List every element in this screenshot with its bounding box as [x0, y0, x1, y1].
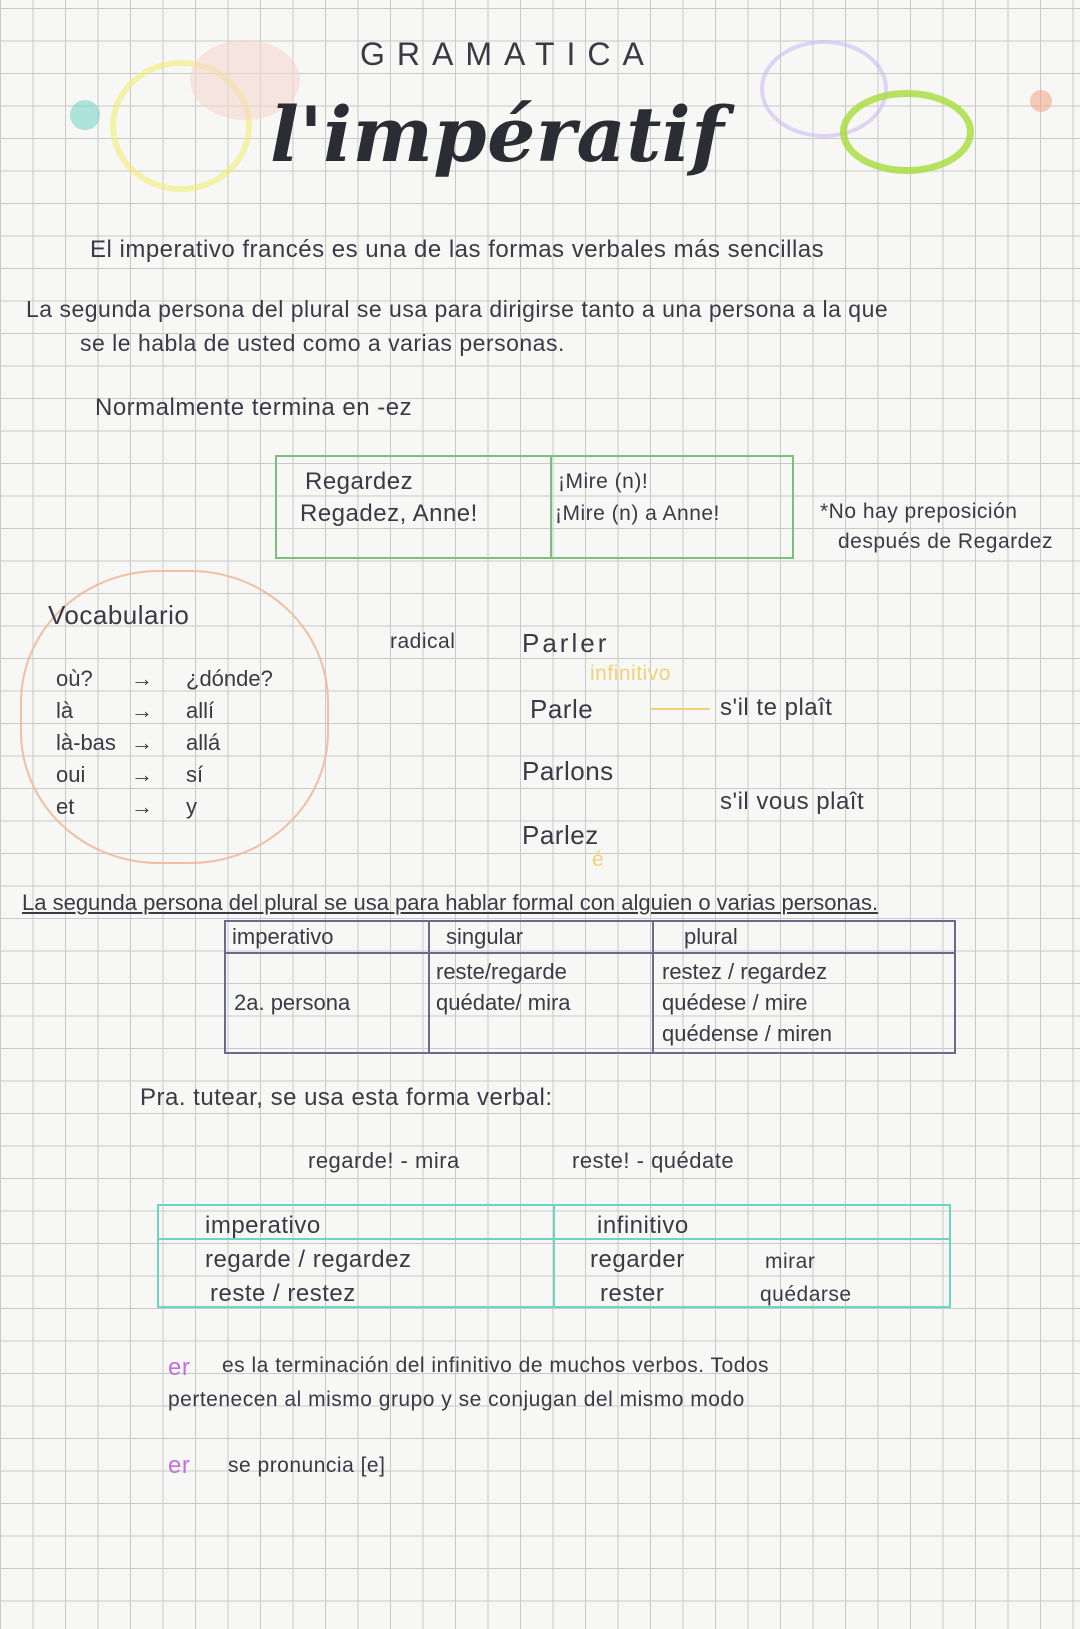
table2-es-1: mirar [765, 1250, 816, 1273]
example-es-2: ¡Mire (n) a Anne! [555, 502, 720, 525]
para1-line2: se le habla de usted como a varias personas. [80, 330, 565, 356]
example-fr-1: Regardez [305, 468, 414, 495]
page-title: l'impératif [270, 90, 725, 179]
vocab-es: allá [186, 730, 221, 755]
table2-inf-1: regarder [590, 1246, 685, 1273]
vocab-fr: où? [56, 666, 93, 691]
vocab-list [56, 666, 273, 826]
example-es-1: ¡Mire (n)! [558, 470, 649, 493]
verb-parlez: Parlez [522, 820, 599, 850]
vocab-item [56, 698, 273, 730]
note-line2: después de Regardez [838, 530, 1053, 553]
vocab-es: y [186, 794, 197, 819]
verb-parle: Parle [530, 694, 594, 724]
header-cell: plural [653, 921, 955, 953]
arrow-icon: → [131, 666, 153, 691]
header-cell: imperativo [225, 921, 429, 953]
header-subtitle: GRAMATICA [360, 36, 656, 72]
radical-label: radical [390, 630, 456, 653]
er-line1: es la terminación del infinitivo de muchos verbos. Todos [222, 1354, 770, 1377]
example-mira: regarde! - mira [308, 1148, 460, 1173]
ending-text: Normalmente termina en -ez [95, 394, 413, 421]
er-marker: er [168, 1452, 191, 1479]
vocab-item [56, 730, 273, 762]
divider [553, 1204, 555, 1308]
intro-text: El imperativo francés es una de las formas verbales más sencillas [90, 236, 825, 263]
note-line1: *No hay preposición [820, 500, 1018, 523]
row-label: 2a. persona [225, 953, 429, 1053]
table2-h1: imperativo [205, 1212, 321, 1239]
arrow-icon: → [131, 730, 153, 755]
infinitive-label: infinitivo [590, 662, 671, 685]
divider [550, 455, 552, 559]
vocab-fr: là-bas [56, 730, 116, 755]
arrow-icon: → [131, 698, 153, 723]
table2-imp-1: regarde / regardez [205, 1246, 412, 1273]
para1-line1: La segunda persona del plural se usa para dirigirse tanto a una persona a la que [26, 296, 889, 322]
tutear-text: Pra. tutear, se usa esta forma verbal: [140, 1084, 553, 1111]
vocab-item [56, 666, 273, 698]
singular-cell [429, 953, 653, 1053]
table-row [225, 953, 955, 1053]
cell-line: quédense / miren [662, 1021, 832, 1046]
table2-inf-2: rester [600, 1280, 665, 1307]
example-fr-2: Regadez, Anne! [300, 500, 478, 527]
cell-line: quédese / mire [662, 990, 808, 1015]
er-line2: pertenecen al mismo grupo y se conjugan del mismo modo [168, 1388, 745, 1411]
er-pronunciation: se pronuncia [e] [228, 1454, 386, 1477]
decor-blob [70, 100, 100, 130]
accent-mark: é [592, 848, 605, 871]
er-marker: er [168, 1354, 191, 1381]
decor-blob [840, 90, 974, 174]
cell-line: reste/regarde [436, 959, 567, 984]
table2-h2: infinitivo [597, 1212, 689, 1239]
te-phrase: s'il te plaît [720, 694, 833, 721]
vocab-item [56, 794, 273, 826]
table2-es-2: quédarse [760, 1283, 852, 1306]
vocab-fr: oui [56, 762, 86, 787]
table2-imp-2: reste / restez [210, 1280, 356, 1307]
vocab-item [56, 762, 273, 794]
vocab-fr: et [56, 794, 75, 819]
arrow-icon: → [131, 794, 153, 819]
header-cell: singular [429, 921, 653, 953]
vocab-title: Vocabulario [48, 600, 190, 630]
vocab-es: ¿dónde? [186, 666, 273, 691]
para2-text: La segunda persona del plural se usa para hablar formal con alguien o varias personas. [22, 890, 879, 915]
verb-parlons: Parlons [522, 756, 614, 786]
vous-phrase: s'il vous plaît [720, 788, 865, 815]
vocab-fr: là [56, 698, 74, 723]
vocab-es: sí [186, 762, 204, 787]
arrow-icon: → [131, 762, 153, 787]
cell-line: quédate/ mira [436, 990, 571, 1015]
plural-cell [653, 953, 955, 1053]
table-header [225, 921, 955, 953]
cell-line: restez / regardez [662, 959, 828, 984]
arrow-icon [650, 708, 710, 710]
verb-parler: Parler [522, 628, 610, 658]
imperative-table [224, 920, 956, 1054]
decor-blob [1030, 90, 1052, 112]
vocab-es: allí [186, 698, 215, 723]
example-quedate: reste! - quédate [572, 1148, 735, 1173]
